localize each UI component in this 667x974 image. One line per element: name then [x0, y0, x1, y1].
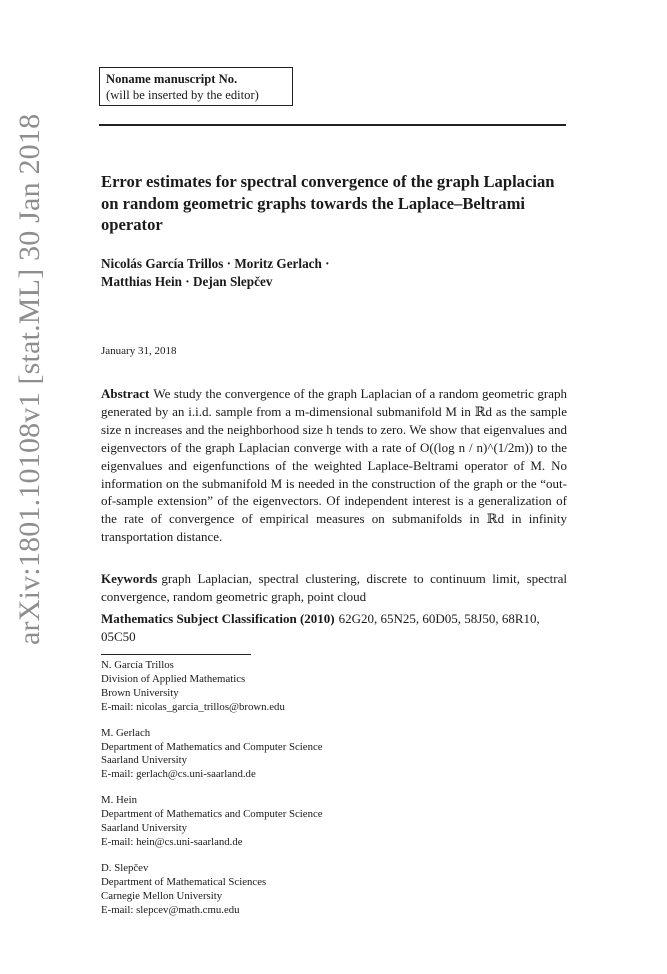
paper-title: Error estimates for spectral convergence of the graph Laplacian on random geometric graphs towards the Laplace–Beltrami operator: [101, 172, 555, 234]
affiliation-department: Department of Mathematics and Computer Science: [101, 808, 323, 821]
affiliation-gerlach: [101, 727, 501, 783]
msc-section: [101, 610, 567, 646]
affiliation-name: D. Slepčev: [101, 861, 149, 874]
manuscript-number-label: Noname manuscript No.: [106, 72, 238, 86]
affiliation-university: Saarland University: [101, 754, 188, 767]
affiliation-email: E-mail: nicolas_garcia_trillos@brown.edu: [101, 700, 285, 713]
footnote-rule: [101, 654, 251, 655]
affiliation-email: E-mail: slepcev@math.cmu.edu: [101, 903, 240, 916]
affiliation-department: Department of Mathematical Sciences: [101, 875, 267, 888]
affiliation-department: Department of Mathematics and Computer Science: [101, 740, 323, 753]
abstract-label: Abstract: [101, 386, 150, 401]
editor-note: (will be inserted by the editor): [106, 88, 259, 102]
affiliation-garcia-trillos: [101, 659, 501, 715]
msc-codes: 62G20, 65N25, 60D05, 58J50, 68R10, 05C50: [101, 611, 540, 644]
keywords-section: [101, 570, 567, 606]
header-rule: [99, 124, 566, 126]
affiliation-email: E-mail: gerlach@cs.uni-saarland.de: [101, 768, 256, 781]
affiliation-slepcev: [101, 862, 501, 918]
keywords-text: graph Laplacian, spectral clustering, discrete to continuum limit, spectral convergence, random geometric graph, point cloud: [101, 571, 567, 604]
affiliation-hein: [101, 794, 501, 850]
affiliation-name: M. Gerlach: [101, 726, 151, 739]
arxiv-identifier-stamp: arXiv:1801.10108v1 [stat.ML] 30 Jan 2018: [13, 113, 46, 645]
keywords-label: Keywords: [101, 571, 158, 586]
author-list: [101, 255, 561, 291]
authors-line-1: Nicolás García Trillos · Moritz Gerlach ·: [101, 256, 330, 271]
affiliation-name: N. García Trillos: [101, 659, 174, 671]
affiliations-block: [101, 659, 501, 930]
manuscript-number-box: [99, 67, 293, 106]
msc-label: Mathematics Subject Classification (2010): [101, 611, 335, 626]
abstract-section: [101, 385, 567, 546]
authors-line-2: Matthias Hein · Dejan Slepčev: [101, 274, 273, 289]
affiliation-department: Division of Applied Mathematics: [101, 672, 246, 685]
abstract-text: We study the convergence of the graph Laplacian of a random geometric graph generated by an i.i.d. sample from a m-dimensional submanifold M in ℝd as the sample size n increases and the neighborhood size h tends to zero. We show that eigenvalues and eigenvectors of the graph Laplacian converge with a rate of O((log n / n)^(1/2m)) to the eigenvalues and eigenfunctions of the weighted Laplace-Beltrami operator of M. No information on the submanifold M is needed in the construction of the graph or the “out-of-sample extension” of the eigenvectors. Of independent interest is a generalization of the rate of convergence of empirical measures on submanifolds in ℝd in infinity transportation distance.: [101, 386, 567, 545]
paper-date: January 31, 2018: [101, 345, 177, 357]
affiliation-university: Carnegie Mellon University: [101, 889, 223, 902]
affiliation-university: Saarland University: [101, 822, 188, 835]
affiliation-university: Brown University: [101, 686, 179, 699]
affiliation-name: M. Hein: [101, 794, 137, 807]
affiliation-email: E-mail: hein@cs.uni-saarland.de: [101, 835, 243, 848]
